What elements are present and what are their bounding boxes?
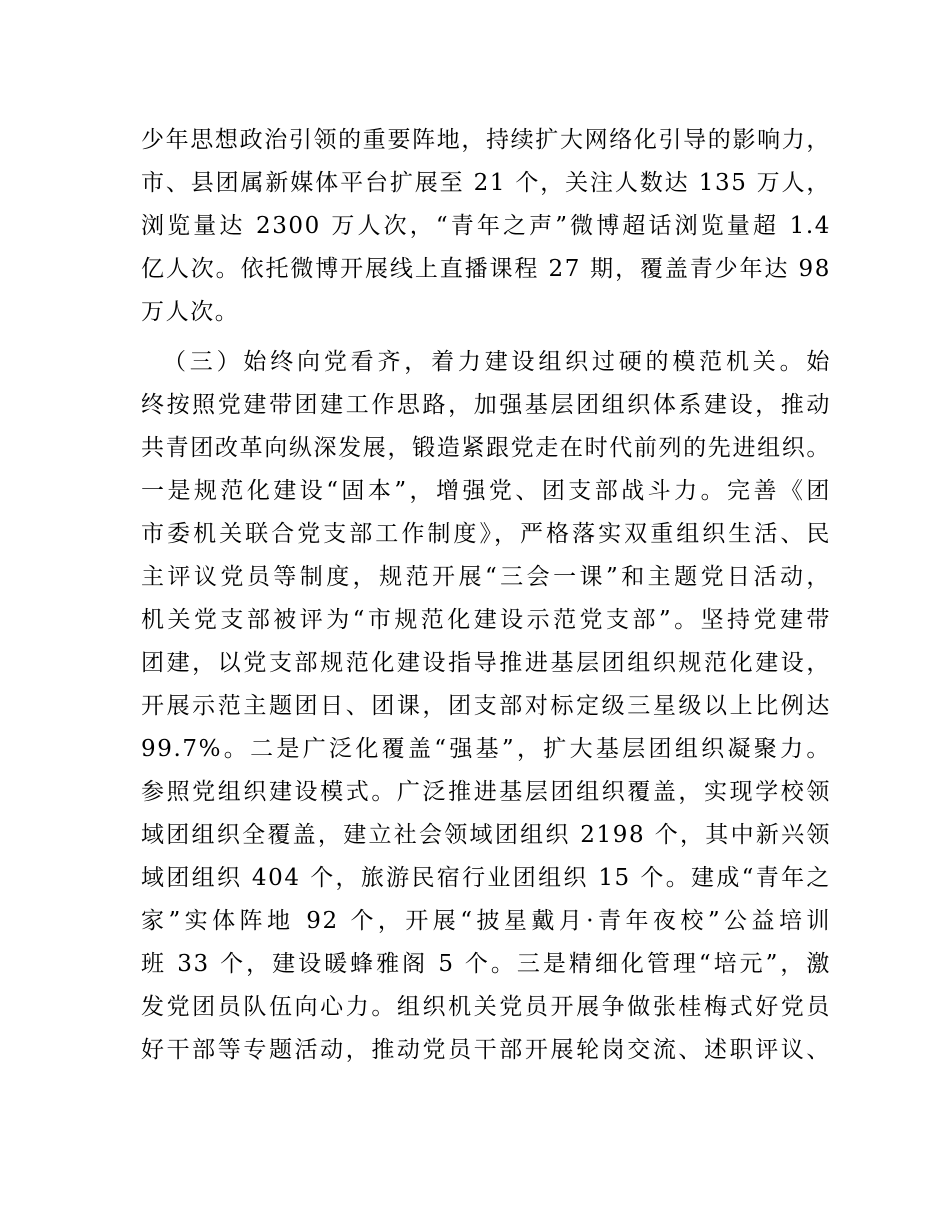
paragraph-1-line-2: 市、县团属新媒体平台扩展至 21 个，关注人数达 135 万人， [141,170,831,196]
paragraph-2-line-12: 域团组织全覆盖，建立社会领域团组织 2198 个，其中新兴领 [141,822,831,848]
paragraph-2-line-8: 团建，以党支部规范化建设指导推进基层团组织规范化建设， [141,650,831,676]
paragraph-2-line-16: 发党团员队伍向心力。组织机关党员开展争做张桂梅式好党员 [141,994,831,1020]
paragraph-2-line-9: 开展示范主题团日、团课，团支部对标定级三星级以上比例达 [141,693,831,719]
paragraph-2-line-3: 共青团改革向纵深发展，锻造紧跟党走在时代前列的先进组织。 [141,435,831,461]
paragraph-2-line-2: 终按照党建带团建工作思路，加强基层团组织体系建设，推动 [141,392,831,418]
paragraph-2-line-4: 一是规范化建设“固本”，增强党、团支部战斗力。完善《团 [141,478,831,504]
paragraph-2-line-17: 好干部等专题活动，推动党员干部开展轮岗交流、述职评议、 [141,1037,831,1063]
paragraph-2-line-10: 99.7%。二是广泛化覆盖“强基”，扩大基层团组织凝聚力。 [141,736,831,762]
paragraph-1-line-1: 少年思想政治引领的重要阵地，持续扩大网络化引导的影响力， [141,127,831,153]
paragraph-2-line-6: 主评议党员等制度，规范开展“三会一课”和主题党日活动， [141,564,831,590]
paragraph-1-line-4: 亿人次。依托微博开展线上直播课程 27 期，覆盖青少年达 98 [141,256,831,282]
paragraph-2-line-15: 班 33 个，建设暖蜂雅阁 5 个。三是精细化管理“培元”，激 [141,951,831,977]
paragraph-2-line-5: 市委机关联合党支部工作制度》，严格落实双重组织生活、民 [141,521,831,547]
paragraph-1-line-3: 浏览量达 2300 万人次，“青年之声”微博超话浏览量超 1.4 [141,213,831,239]
paragraph-2-line-11: 参照党组织建设模式。广泛推进基层团组织覆盖，实现学校领 [141,779,831,805]
paragraph-2-line-14: 家”实体阵地 92 个，开展“披星戴月·青年夜校”公益培训 [141,908,831,934]
paragraph-1-line-5: 万人次。 [141,299,240,325]
paragraph-2-line-7: 机关党支部被评为“市规范化建设示范党支部”。坚持党建带 [141,607,831,633]
paragraph-2-line-13: 域团组织 404 个，旅游民宿行业团组织 15 个。建成“青年之 [141,865,831,891]
paragraph-2-line-1: （三）始终向党看齐，着力建设组织过硬的模范机关。始 [163,349,831,375]
